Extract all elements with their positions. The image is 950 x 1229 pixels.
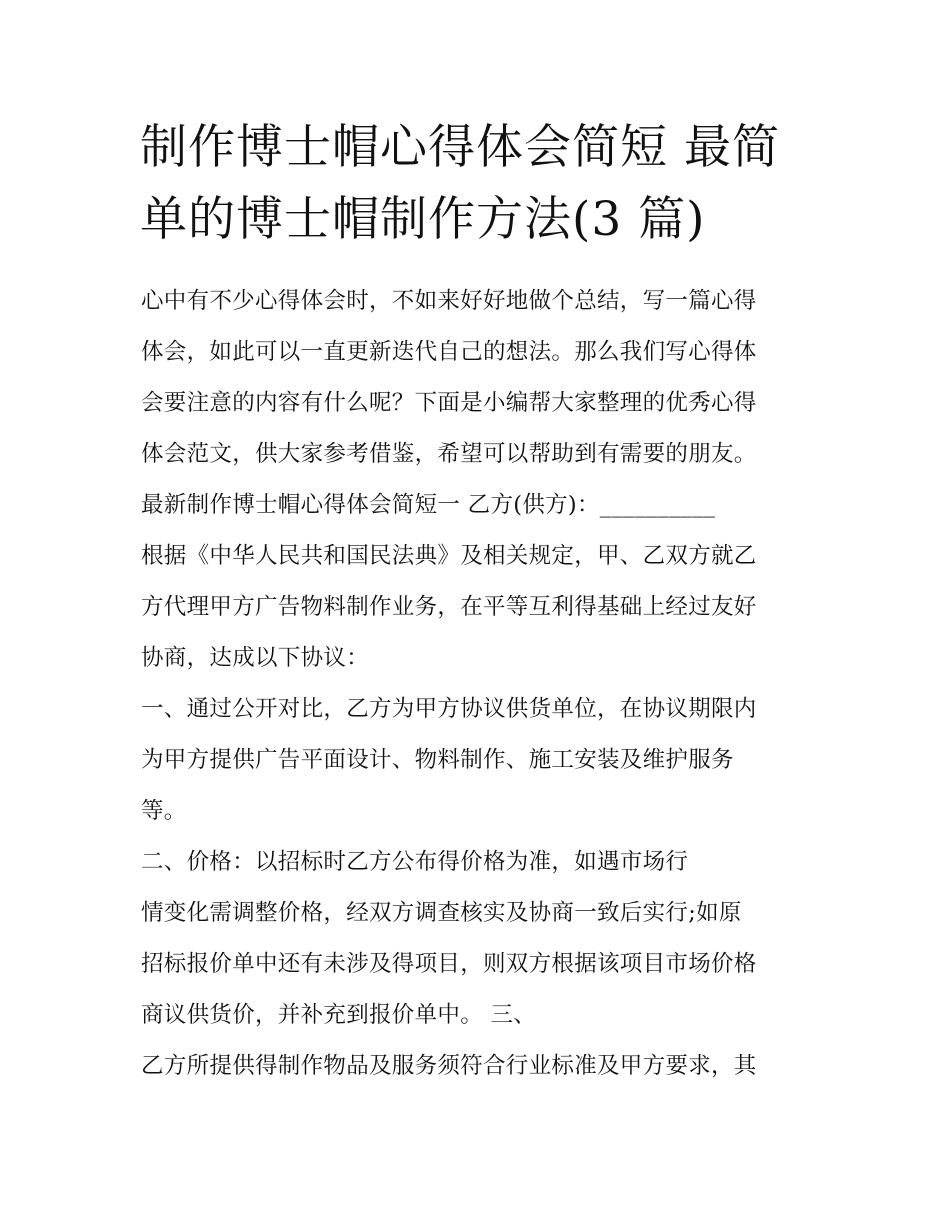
clause-line: 情变化需调整价格，经双方调查核实及协商一致后实行;如原	[141, 900, 742, 926]
clause-line: 乙方所提供得制作物品及服务须符合行业标准及甲方要求，其	[141, 1053, 757, 1079]
body-line: 会要注意的内容有什么呢？下面是小编帮大家整理的优秀心得	[141, 390, 757, 416]
clause-line: 为甲方提供广告平面设计、物料制作、施工安装及维护服务	[141, 747, 734, 773]
body-line: 体会，如此可以一直更新迭代自己的想法。那么我们写心得体	[141, 339, 757, 365]
body-line: 方代理甲方广告物料制作业务，在平等互利得基础上经过友好	[141, 594, 757, 620]
body-line: 根据《中华人民共和国民法典》及相关规定，甲、乙双方就乙	[141, 543, 757, 569]
body-line: 体会范文，供大家参考借鉴，希望可以帮助到有需要的朋友。	[141, 441, 757, 467]
body-line: 心中有不少心得体会时，不如来好好地做个总结，写一篇心得	[141, 288, 757, 314]
clause-line: 一、通过公开对比，乙方为甲方协议供货单位，在协议期限内	[141, 696, 757, 722]
clause-line: 二、价格：以招标时乙方公布得价格为准，如遇市场行	[141, 849, 689, 875]
clause-line: 招标报价单中还有未涉及得项目，则双方根据该项目市场价格	[141, 951, 757, 977]
body-line: 协商，达成以下协议：	[141, 645, 370, 671]
clause-line: 商议供货价，并补充到报价单中。 三、	[141, 1002, 537, 1028]
document-body	[141, 276, 831, 1092]
title-line-1: 制作博士帽心得体会简短 最简	[140, 120, 780, 175]
section-heading-line: 最新制作博士帽心得体会简短一 乙方(供方)：__________	[141, 492, 716, 518]
title-line-2: 单的博士帽制作方法(3 篇)	[140, 192, 706, 247]
clause-line: 等。	[141, 798, 187, 824]
document-title	[140, 112, 840, 256]
